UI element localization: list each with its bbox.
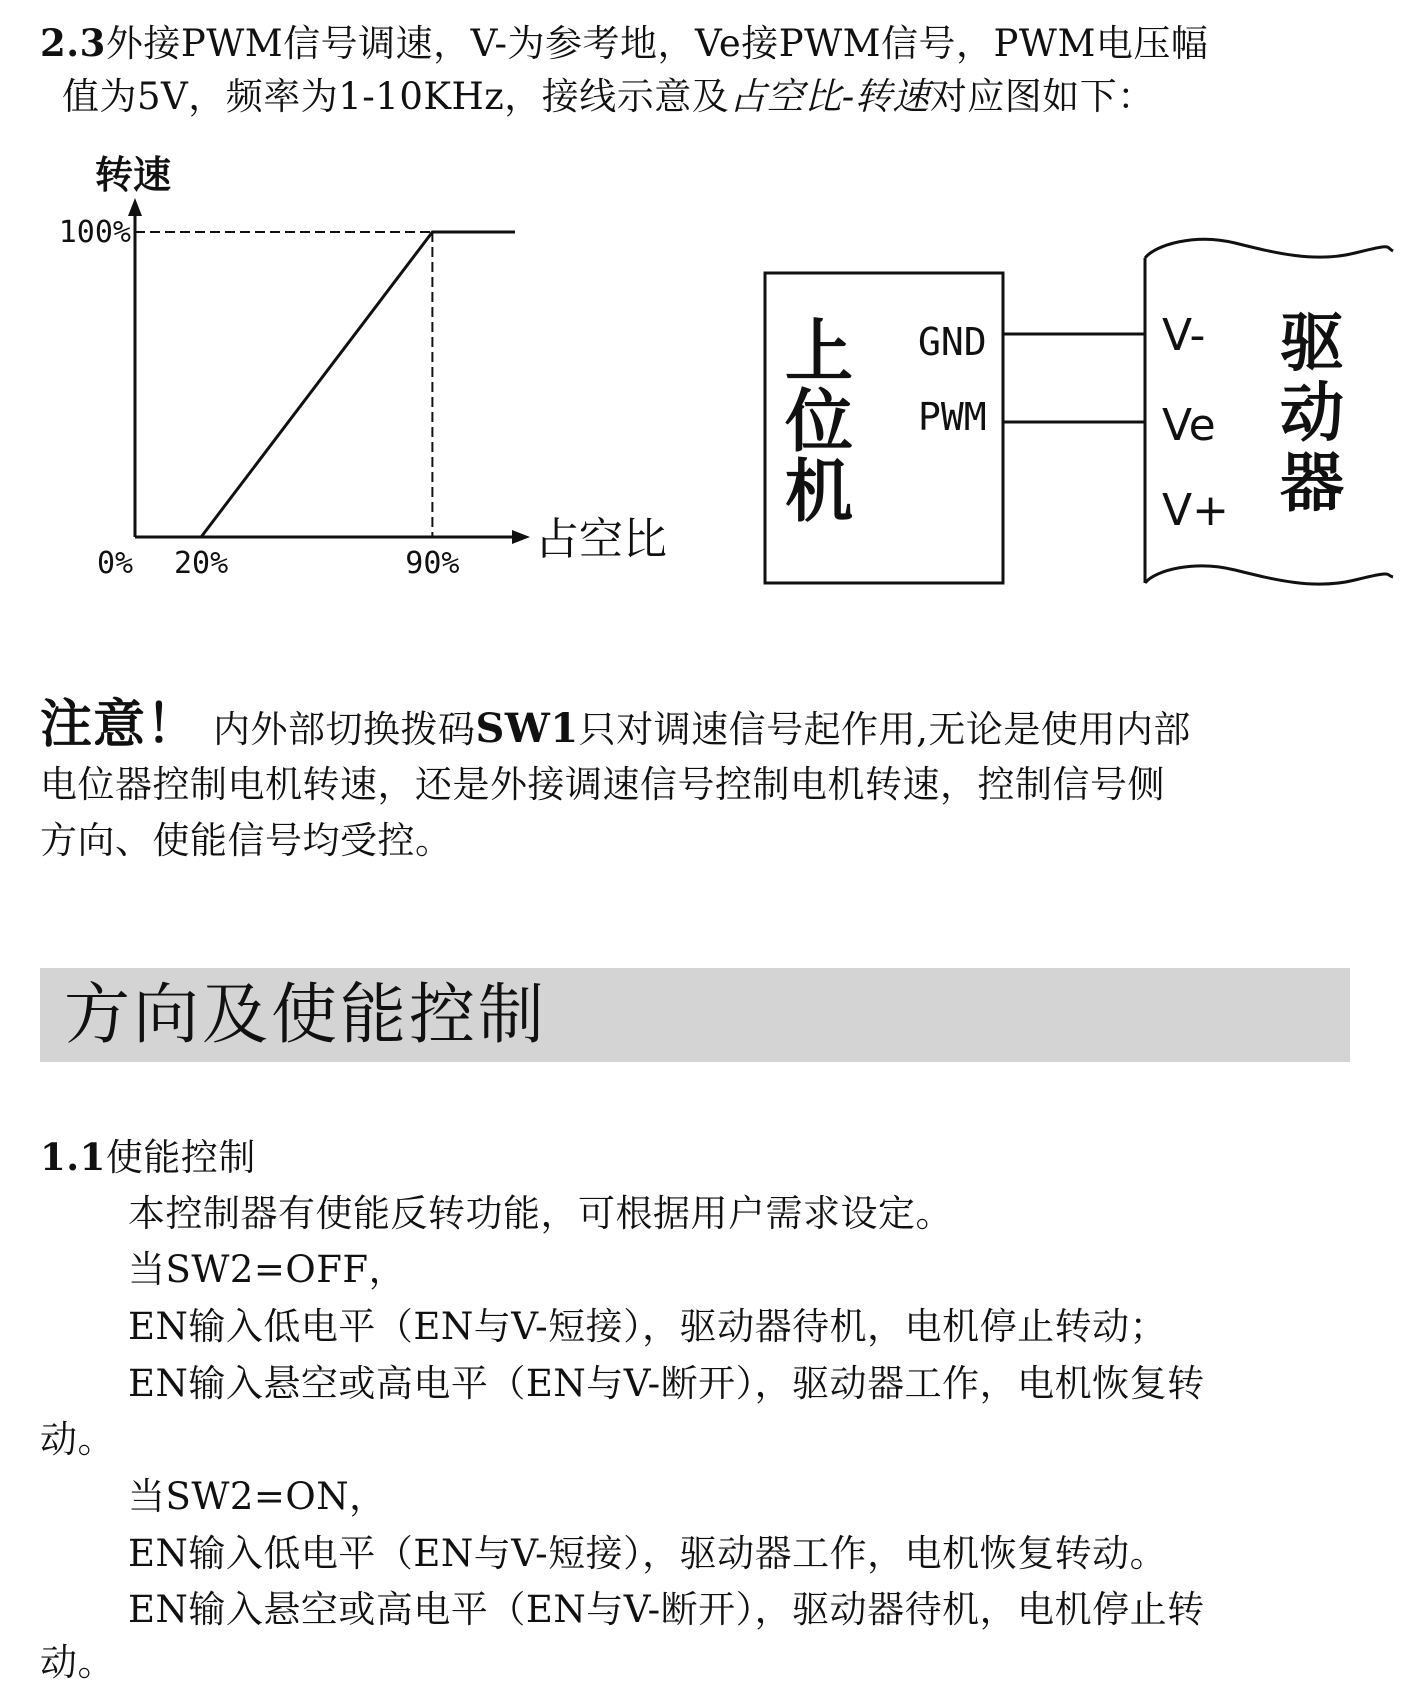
intro-line-2-italic: 占空比-转速 [729,75,930,118]
intro-section-number: 2.3 [40,21,106,65]
speed-series-line [135,232,515,537]
x-tick-label-90: 90% [405,546,460,581]
host-label-char-1: 上 [785,312,854,392]
y-axis-label: 转速 [95,153,172,197]
x-axis-arrow [512,530,530,544]
intro-line-1 [40,16,1208,71]
host-label-char-3: 机 [785,452,854,532]
sw2-on-high-line-2: 动。 [40,1641,115,1684]
x-tick-label-20: 20% [173,546,229,581]
host-pin-pwm: PWM [918,395,987,439]
intro-line-1-text: 外接PWM信号调速，V-为参考地，Ve接PWM信号，PWM电压幅 [105,22,1209,65]
sw2-on-high-line-1: EN输入悬空或高电平（EN与V-断开），驱动器待机，电机停止转 [128,1588,1205,1631]
note-line-1-pre: 内外部切换拨码 [213,708,476,751]
note-line-3 [40,814,453,868]
enable-heading [40,1130,256,1185]
y-axis-arrow [128,198,142,216]
duty-speed-chart [30,140,690,600]
note-line-2 [40,758,1165,812]
driver-pin-v-plus: V+ [1162,485,1229,536]
host-pin-gnd: GND [918,320,987,364]
sw2-on-low-line: EN输入低电平（EN与V-短接），驱动器工作，电机恢复转动。 [128,1532,1168,1575]
x-axis-label: 占空比 [535,514,667,565]
section-title: 方向及使能控制 [64,976,547,1053]
note-line-1 [40,695,1191,760]
sw2-off-heading: 当SW2=OFF， [128,1248,407,1291]
sw2-off-high-line-1: EN输入悬空或高电平（EN与V-断开），驱动器工作，电机恢复转 [128,1362,1205,1405]
sw2-on-heading: 当SW2=ON， [128,1475,387,1518]
enable-intro: 本控制器有使能反转功能，可根据用户需求设定。 [128,1192,953,1235]
section-heading-bar [40,968,1350,1062]
enable-section-number: 1.1 [40,1135,106,1179]
note-heading: 注意！ [40,694,200,755]
y-tick-label-100: 100% [58,215,131,250]
note-line-1-post: 只对调速信号起作用,无论是使用内部 [578,708,1191,751]
note-line-2-text: 电位器控制电机转速，还是外接调速信号控制电机转速，控制信号侧 [40,763,1165,806]
host-label-char-2: 位 [785,382,854,462]
enable-section-title: 使能控制 [105,1136,256,1179]
driver-pin-v-minus: V- [1162,310,1206,361]
driver-pin-ve: Ve [1162,400,1216,451]
sw2-off-high-line-2: 动。 [40,1418,115,1461]
note-line-3-text: 方向、使能信号均受控。 [40,819,453,862]
x-tick-label-0: 0% [96,546,134,581]
intro-line-2 [62,70,1155,124]
driver-label-char-3: 器 [1280,446,1344,521]
note-sw1: SW1 [475,705,579,752]
driver-label-char-2: 动 [1280,376,1344,451]
intro-line-2-pre: 值为5V，频率为1-10KHz，接线示意及 [62,75,730,118]
driver-label-char-1: 驱 [1280,306,1344,381]
sw2-off-low-line: EN输入低电平（EN与V-短接），驱动器待机，电机停止转动； [128,1305,1168,1348]
intro-line-2-post: 对应图如下： [929,75,1155,118]
wiring-diagram [755,225,1395,600]
